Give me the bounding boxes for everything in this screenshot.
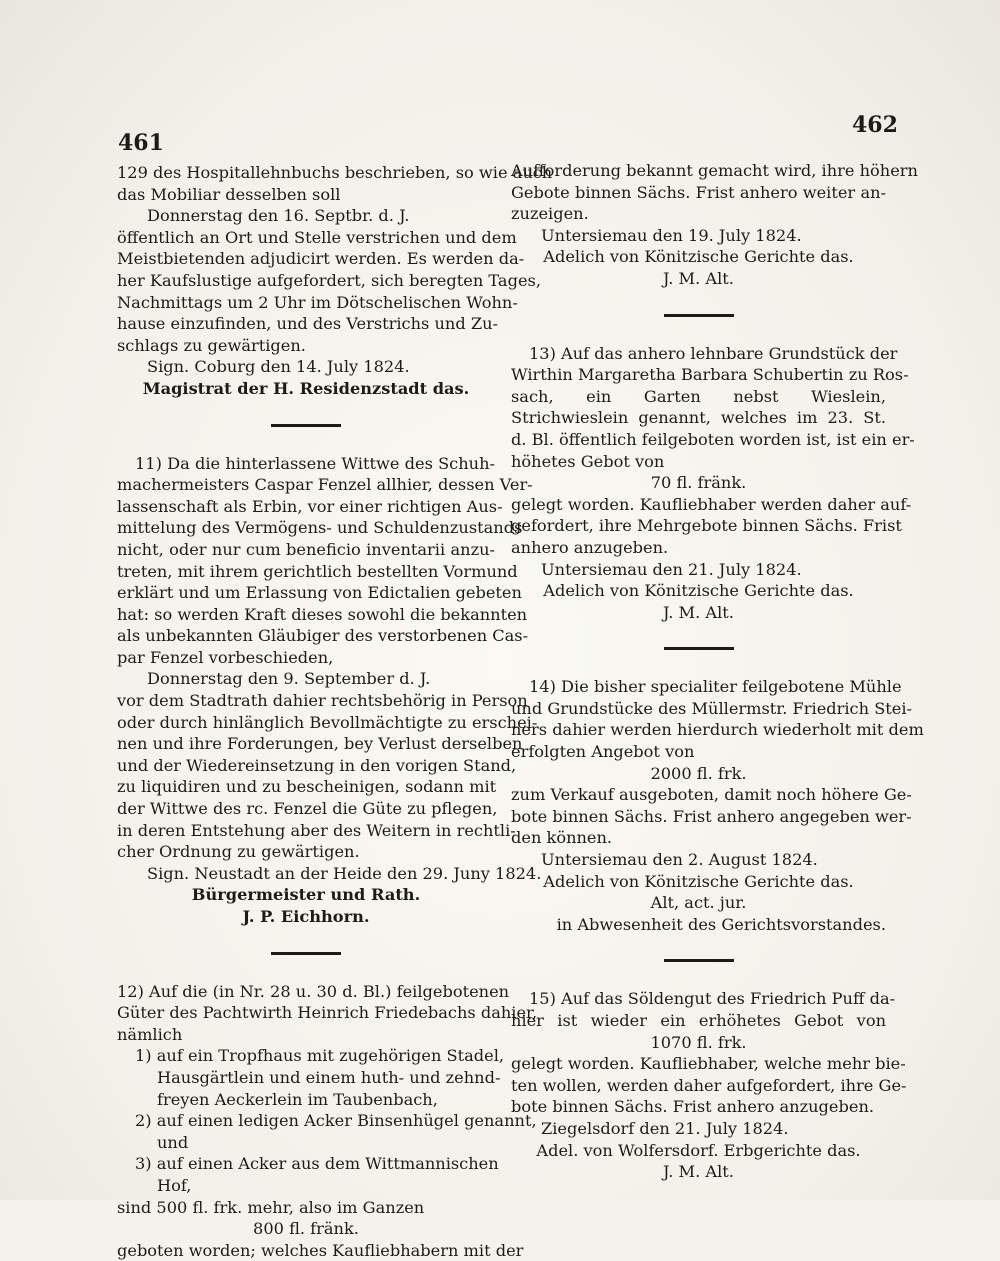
text-line: sind 500 fl. frk. mehr, also im Ganzen [117,1197,425,1217]
signature-note: in Abwesenheit des Gerichtsvorstandes. [556,914,886,934]
signature-date: Sign. Neustadt an der Heide den 29. Juny 1824. [147,863,542,883]
signature-authority: Adelich von Könitzische Gerichte das. [543,247,854,267]
text-line: 12) Auf die (in Nr. 28 u. 30 d. Bl.) feilgebotenen [117,981,510,1001]
text-line: Meistbietenden adjudicirt werden. Es werden da- [117,249,525,269]
list-item: 1) auf ein Tropfhaus mit zugehörigen Stadel, [135,1046,505,1066]
section-divider [271,424,341,427]
list-item: 2) auf einen ledigen Acker Binsenhügel genannt, [135,1111,537,1131]
notice-12-end [511,160,918,290]
text-line: erklärt und um Erlassung von Edictalien gebeten [117,583,522,603]
text-line: machermeisters Caspar Fenzel allhier, dessen Ver- [117,475,533,495]
text-line: Donnerstag den 9. September d. J. [147,669,431,689]
signature-authority: Bürgermeister und Rath. [191,885,421,905]
signature-name: J. M. Alt. [663,602,734,622]
signature-date: Untersiemau den 2. August 1824. [541,850,818,870]
list-item: 3) auf einen Acker aus dem Wittmannischen [135,1154,499,1174]
list-item-cont: Hausgärtlein und einem huth- und zehnd- [157,1067,501,1087]
text-line: gefordert, ihre Mehrgebote binnen Sächs. Frist [511,516,902,536]
text-line: lassenschaft als Erbin, vor einer richtigen Aus- [117,496,503,516]
text-line: anhero anzugeben. [511,537,669,557]
text-line: sach, ein Garten nebst Wieslein, [511,386,886,406]
text-line: nämlich [117,1024,183,1044]
signature-authority: Magistrat der H. Residenzstadt das. [142,378,470,398]
text-line: hat: so werden Kraft dieses sowohl die bekannten [117,604,528,624]
text-line: öffentlich an Ort und Stelle verstrichen und dem [117,227,517,247]
amount-line: 1070 fl. frk. [650,1032,747,1052]
signature-date: Ziegelsdorf den 21. July 1824. [541,1118,789,1138]
text-line: bote binnen Sächs. Frist anhero anzugeben. [511,1097,875,1117]
text-line: ners dahier werden hierdurch wiederholt mit dem [511,720,924,740]
text-line: cher Ordnung zu gewärtigen. [117,842,360,862]
text-line: par Fenzel vorbeschieden, [117,647,334,667]
signature-name: J. P. Eichhorn. [242,907,370,926]
section-divider [664,959,734,962]
text-line: ten wollen, werden daher aufgefordert, ihre Ge- [511,1075,907,1095]
list-item-cont: freyen Aeckerlein im Taubenbach, [157,1089,438,1109]
signature-name: Alt, act. jur. [650,893,747,913]
text-line: 129 des Hospitallehnbuchs beschrieben, so wie auch [117,163,553,182]
text-line: 14) Die bisher specialiter feilgebotene Mühle [529,677,902,697]
text-line: Nachmittags um 2 Uhr im Dötschelischen Wohn- [117,292,518,312]
section-divider [664,314,734,317]
signature-date: Untersiemau den 19. July 1824. [541,225,802,245]
text-line: der Wittwe des rc. Fenzel die Güte zu pflegen, [117,799,498,819]
signature-name: J. M. Alt. [663,1162,734,1182]
signature-authority: Adelich von Könitzische Gerichte das. [543,871,854,891]
text-line: gelegt worden. Kaufliebhaber, welche mehr bie- [511,1054,906,1074]
text-line: 13) Auf das anhero lehnbare Grundstück der [529,343,898,363]
signature-date: Untersiemau den 21. July 1824. [541,559,802,579]
text-line: Strichwieslein genannt, welches im 23. St. [511,408,886,428]
signature-name: J. M. Alt. [663,268,734,288]
notice-11 [117,453,542,928]
text-line: bote binnen Sächs. Frist anhero angegeben wer- [511,806,912,826]
signature-date: Sign. Coburg den 14. July 1824. [147,357,410,377]
text-line: Donnerstag den 16. Septbr. d. J. [147,206,410,226]
amount-line: 800 fl. fränk. [253,1219,359,1239]
text-line: 11) Da die hinterlassene Wittwe des Schuh- [135,453,495,473]
text-line: geboten worden; welches Kaufliebhabern mit der [117,1240,524,1260]
amount-line: 70 fl. fränk. [650,473,747,493]
section-divider [664,647,734,650]
text-line: höhetes Gebot von [511,451,665,471]
text-line: nicht, oder nur cum beneficio inventarii anzu- [117,539,495,559]
list-item-cont: und [157,1132,189,1152]
text-line: vor dem Stadtrath dahier rechtsbehörig in Person [117,691,528,711]
text-line: hause einzufinden, und des Verstrichs und Zu- [117,314,498,334]
signature-authority: Adel. von Wolfersdorf. Erbgerichte das. [536,1140,861,1160]
text-line: 15) Auf das Söldengut des Friedrich Puff da- [529,989,896,1009]
page-number-left: 461 [118,130,164,156]
signature-authority: Adelich von Könitzische Gerichte das. [543,581,854,601]
notice-15 [511,988,907,1182]
text-line: gelegt worden. Kaufliebhaber werden daher auf- [511,494,912,514]
text-line: in deren Entstehung aber des Weitern in rechtli- [117,820,516,840]
text-line: schlags zu gewärtigen. [117,335,306,355]
page-number-right: 462 [852,112,898,138]
right-column [511,160,924,1183]
notice-13 [511,343,915,624]
text-line: zum Verkauf ausgeboten, damit noch höhere Ge- [511,785,912,805]
text-line: zu liquidiren und zu bescheinigen, sodann mit [117,777,497,797]
text-line: den können. [511,828,613,848]
text-line: treten, mit ihrem gerichtlich bestellten Vormund [117,561,518,581]
list-item-cont: Hof, [157,1175,192,1195]
amount-line: 2000 fl. frk. [650,763,747,783]
text-line: Aufforderung bekannt gemacht wird, ihre höhern [511,161,918,180]
text-line: und der Wiedereinsetzung in den vorigen Stand, [117,755,517,775]
text-line: d. Bl. öffentlich feilgeboten worden ist, ist ein er- [511,429,915,449]
text-line: Güter des Pachtwirth Heinrich Friedebachs dahier, [117,1003,538,1023]
section-divider [271,952,341,955]
text-line: erfolgten Angebot von [511,742,695,762]
text-line: hier ist wieder ein erhöhetes Gebot von [511,1011,886,1030]
text-line: als unbekannten Gläubiger des verstorbenen Cas- [117,626,529,646]
text-line: nen und ihre Forderungen, bey Verlust derselben [117,734,523,754]
text-line: zuzeigen. [511,204,589,224]
notice-12 [117,981,538,1261]
text-line: her Kaufslustige aufgefordert, sich beregten Tages, [117,270,541,290]
text-line: mittelung des Vermögens- und Schuldenzustands [117,518,523,538]
text-line: Wirthin Margaretha Barbara Schubertin zu Ros- [511,365,909,385]
text-line: Gebote binnen Sächs. Frist anhero weiter an- [511,182,886,202]
text-line: das Mobiliar desselben soll [117,184,341,204]
text-line: oder durch hinlänglich Bevollmächtigte zu erschei- [117,712,538,732]
text-line: und Grundstücke des Müllermstr. Friedrich Stei- [511,698,913,718]
notice-14 [511,676,924,935]
